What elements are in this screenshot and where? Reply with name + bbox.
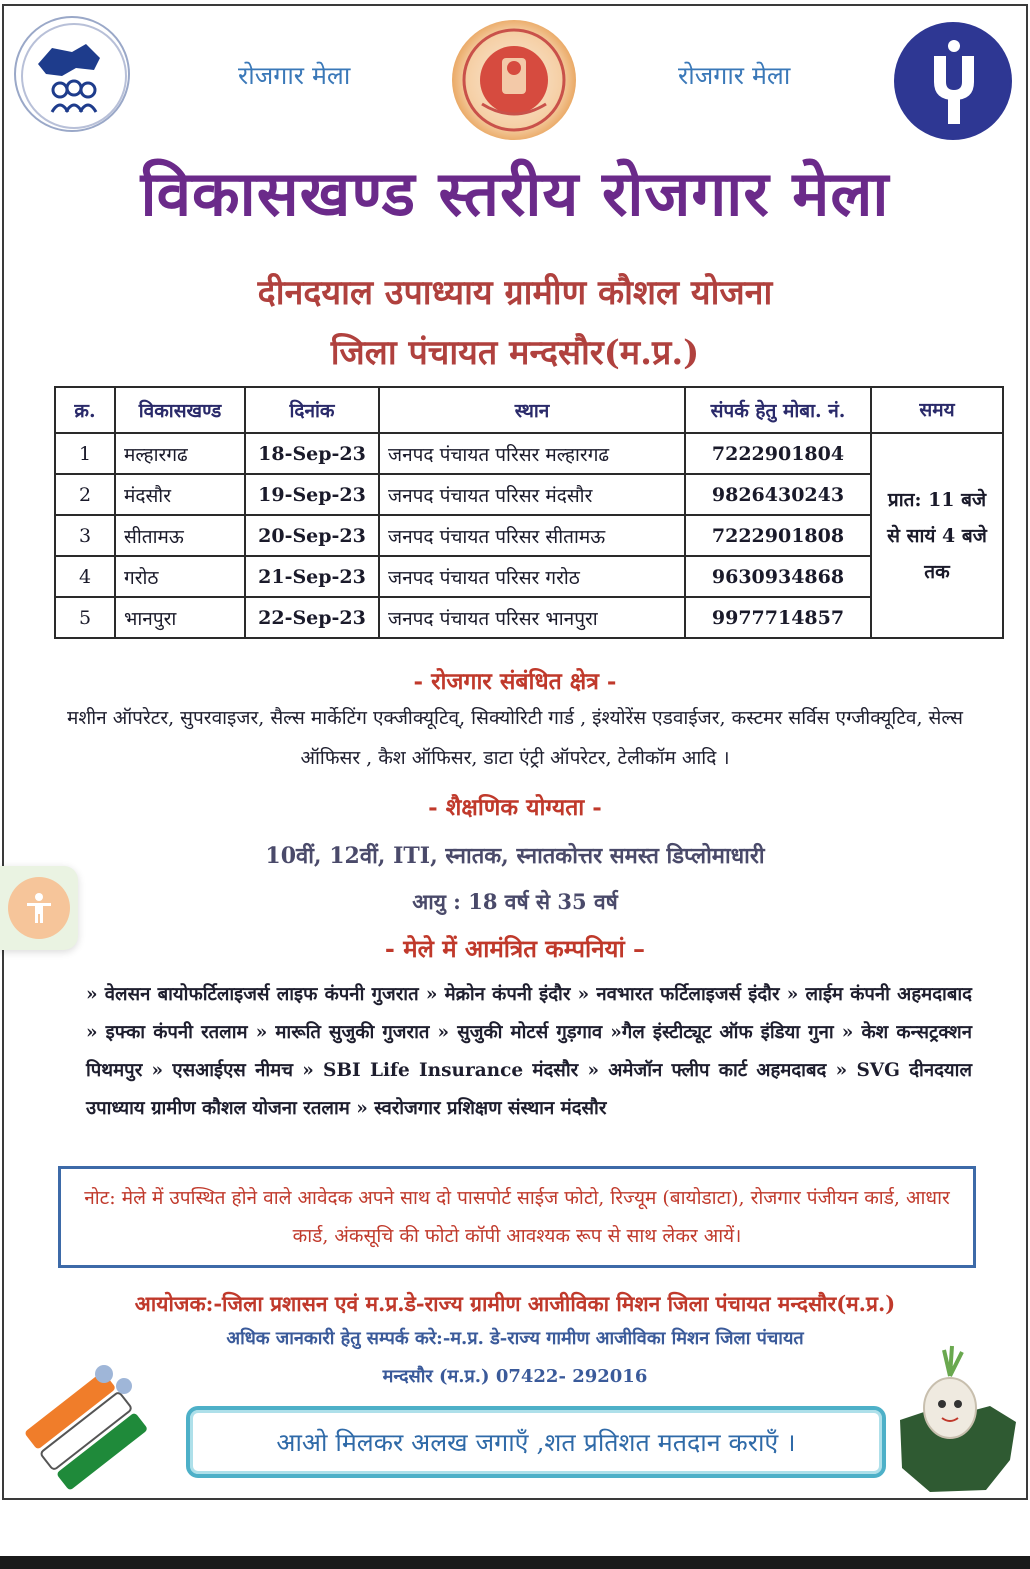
row-date: 21-Sep-23 xyxy=(245,556,379,597)
jp-emblem-icon xyxy=(894,22,1012,140)
nrlm-emblem-icon xyxy=(16,18,130,132)
row-place: जनपद पंचायत परिसर सीतामऊ xyxy=(379,515,685,556)
row-sn: 3 xyxy=(55,515,115,556)
age-text: आयु : 18 वर्ष से 35 वर्ष xyxy=(412,889,618,914)
header-block: विकासखण्ड xyxy=(115,387,245,433)
header-place: स्थान xyxy=(379,387,685,433)
accessibility-icon xyxy=(8,877,70,939)
time-cell: प्रात: 11 बजे से सायं 4 बजे तक xyxy=(871,433,1003,638)
bottom-bar xyxy=(0,1556,1030,1569)
election-commission-logo xyxy=(12,1358,162,1490)
district-subtitle: जिला पंचायत मन्दसौर(म.प्र.) xyxy=(330,333,700,373)
row-block: सीतामऊ xyxy=(115,515,245,556)
contact-line-2: मन्दसौर (म.प्र.) 07422- 292016 xyxy=(382,1366,648,1387)
row-date: 19-Sep-23 xyxy=(245,474,379,515)
row-place: जनपद पंचायत परिसर गरोठ xyxy=(379,556,685,597)
row-phone: 9977714857 xyxy=(685,597,871,638)
accessibility-button[interactable] xyxy=(0,866,78,950)
scheme-subtitle: दीनदयाल उपाध्याय ग्रामीण कौशल योजना xyxy=(257,273,773,313)
row-sn: 4 xyxy=(55,556,115,597)
nrlm-logo xyxy=(14,16,130,132)
jp-logo xyxy=(894,22,1012,140)
row-phone: 7222901804 xyxy=(685,433,871,474)
person-icon xyxy=(22,891,56,925)
row-block: गरोठ xyxy=(115,556,245,597)
table-row xyxy=(55,597,1003,638)
qualification-heading: - शैक्षणिक योग्यता - xyxy=(428,794,602,821)
row-place: जनपद पंचायत परिसर भानपुरा xyxy=(379,597,685,638)
row-date: 18-Sep-23 xyxy=(245,433,379,474)
row-phone: 9630934868 xyxy=(685,556,871,597)
main-title: विकासखण्ड स्तरीय रोजगार मेला xyxy=(140,157,890,230)
header-date: दिनांक xyxy=(245,387,379,433)
table-row xyxy=(55,474,1003,515)
row-place: जनपद पंचायत परिसर मल्हारगढ xyxy=(379,433,685,474)
row-block: मंदसौर xyxy=(115,474,245,515)
mp-govt-seal xyxy=(452,20,576,140)
row-block: मल्हारगढ xyxy=(115,433,245,474)
companies-text: » वेलसन बायोफर्टिलाइजर्स लाइफ कंपनी गुजरात » मेक्रोन कंपनी इंदौर » नवभारत फर्टिलाइजर्स इंदौर » लाईम कंपनी अहमदाबाद » इफ्का कंपनी रतलाम » मारूति सुजुकी गुजरात » सुजुकी मोटर्स गुड़गाव »गैल इंस्टीट्यूट ऑफ इंडिया गुना » केश कन्सट्रक्शन पिथमपुर » एसआईएस नीमच » SBI Life Insurance मंदसौर » अमेजॉन फ्लीप कार्ट अहमदाबद » SVG दीनदयाल उपाध्याय ग्रामीण कौशल योजना रतलाम » स्वरोजगार प्रशिक्षण संस्थान मंदसौर xyxy=(86,984,972,1119)
header-phone: संपर्क हेतु मोबा. नं. xyxy=(685,387,871,433)
table-row xyxy=(55,515,1003,556)
header-label-right: रोजगार मेला xyxy=(678,61,791,90)
qualification-text: 10वीं, 12वीं, ITI, स्नातक, स्नातकोत्तर समस्त डिप्लोमाधारी xyxy=(265,843,765,869)
row-phone: 9826430243 xyxy=(685,474,871,515)
row-phone: 7222901808 xyxy=(685,515,871,556)
employment-heading: - रोजगार संबंधित क्षेत्र - xyxy=(413,668,617,695)
row-sn: 2 xyxy=(55,474,115,515)
table-row xyxy=(55,433,1003,474)
row-sn: 5 xyxy=(55,597,115,638)
voter-mascot xyxy=(890,1340,1022,1496)
slogan-box: आओ मिलकर अलख जगाएँ ,शत प्रतिशत मतदान कराएँ । xyxy=(186,1406,886,1478)
garlic-mascot-icon xyxy=(890,1340,1022,1496)
contact-line-1: अधिक जानकारी हेतु सम्पर्क करे:-म.प्र. डे-राज्य गामीण आजीविका मिशन जिला पंचायत xyxy=(226,1328,804,1349)
header-time: समय xyxy=(871,387,1003,433)
employment-text: मशीन ऑपरेटर, सुपरवाइजर, सैल्स मार्केटिंग एक्जीक्यूटिव्, सिक्योरिटी गार्ड , इंश्योरेंस एडवाईजर, कस्टमर सर्विस एग्जीक्यूटिव, सेल्स ऑफिसर , कैश ऑफिसर, डाटा एंट्री ऑपरेटर, टेलीकॉम आदि । xyxy=(66,707,964,769)
row-date: 22-Sep-23 xyxy=(245,597,379,638)
mp-seal-icon xyxy=(452,20,576,140)
row-place: जनपद पंचायत परिसर मंदसौर xyxy=(379,474,685,515)
schedule-table xyxy=(54,386,1004,639)
row-date: 20-Sep-23 xyxy=(245,515,379,556)
table-row xyxy=(55,556,1003,597)
ballot-tick-icon xyxy=(12,1358,162,1490)
organiser-text: आयोजक:-जिला प्रशासन एवं म.प्र.डे-राज्य ग्रामीण आजीविका मिशन जिला पंचायत मन्दसौर(म.प्र.) xyxy=(134,1291,896,1316)
header-label-left: रोजगार मेला xyxy=(238,61,351,90)
row-sn: 1 xyxy=(55,433,115,474)
row-block: भानपुरा xyxy=(115,597,245,638)
header-sn: क्र. xyxy=(55,387,115,433)
note-box: नोट: मेले में उपस्थित होने वाले आवेदक अपने साथ दो पासपोर्ट साईज फोटो, रिज्यूम (बायोडाटा), रोजगार पंजीयन कार्ड, आधार कार्ड, अंकसूचि की फोटो कॉपी आवश्यक रूप से साथ लेकर आयें। xyxy=(58,1166,976,1268)
companies-heading: - मेले में आमंत्रित कम्पनियां – xyxy=(384,934,646,963)
table-header-row xyxy=(55,387,1003,433)
